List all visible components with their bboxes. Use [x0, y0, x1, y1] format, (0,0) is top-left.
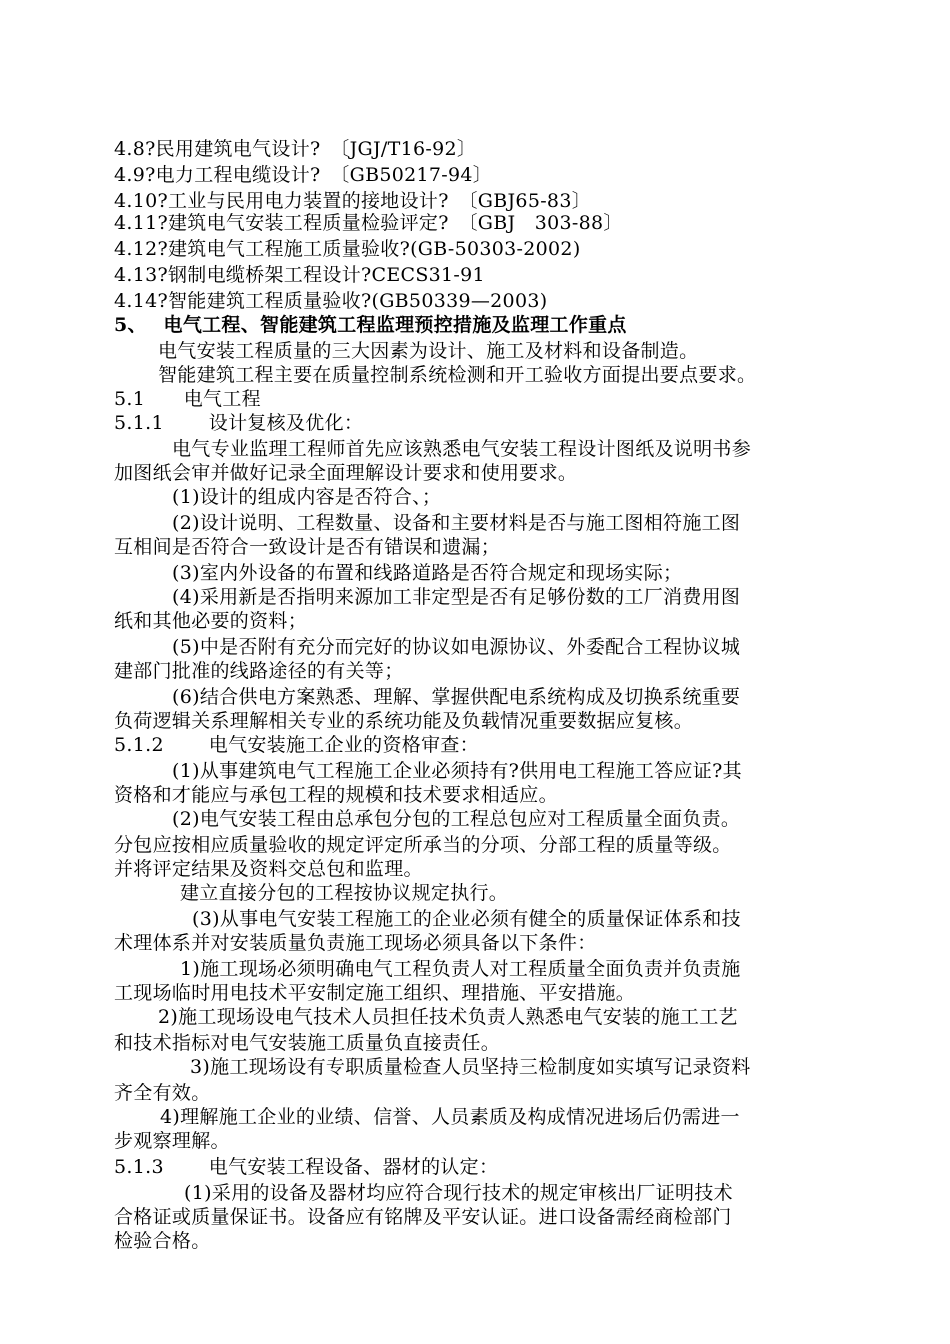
section-5-1-1-heading: 5.1.1 设计复核及优化：: [114, 412, 364, 434]
item-2-line2: 互相间是否符合一致设计是否有错误和遗漏；: [114, 536, 501, 558]
paragraph-5-1-1-line1: 电气专业监理工程师首先应该熟悉电气安装工程设计图纸及说明书参: [172, 438, 752, 460]
condition-1-line2: 工现场临时用电技术平安制定施工组织、理措施、平安措施。: [114, 982, 636, 1004]
paragraph-5-1-1-line2: 加图纸会审并做好记录全面理解设计要求和使用要求。: [114, 462, 578, 484]
item-4-line1: (4)采用新是否指明来源加工非定型是否有足够份数的工厂消费用图: [172, 586, 741, 608]
qualification-1-line1: (1)从事建筑电气工程施工企业必须持有?供用电工程施工答应证?其: [172, 760, 742, 782]
reference-4-12: 4.12?建筑电气工程施工质量验收?(GB-50303-2002): [114, 238, 581, 260]
item-2-line1: (2)设计说明、工程数量、设备和主要材料是否与施工图相符施工图: [172, 512, 741, 534]
reference-4-11: 4.11?建筑电气安装工程质量检验评定? 〔GBJ 303-88〕: [114, 212, 623, 234]
condition-2-line1: 2)施工现场设电气技术人员担任技术负责人熟悉电气安装的施工工艺: [158, 1006, 738, 1028]
section-5-1-2-heading: 5.1.2 电气安装施工企业的资格审查：: [114, 734, 479, 756]
reference-4-14: 4.14?智能建筑工程质量验收?(GB50339—2003): [114, 290, 548, 312]
condition-3-line2: 齐全有效。: [114, 1082, 211, 1104]
condition-3-line1: 3)施工现场设有专职质量检查人员坚持三检制度如实填写记录资料: [190, 1056, 751, 1078]
reference-4-13: 4.13?钢制电缆桥架工程设计?CECS31-91: [114, 264, 485, 286]
equipment-1-line2: 合格证或质量保证书。设备应有铭牌及平安认证。进口设备需经商检部门: [114, 1206, 732, 1228]
intro-paragraph-2: 智能建筑工程主要在质量控制系统检测和开工验收方面提出要点要求。: [158, 364, 757, 386]
qualification-1-line2: 资格和才能应与承包工程的规模和技术要求相适应。: [114, 784, 558, 806]
item-6-line1: (6)结合供电方案熟悉、理解、掌握供配电系统构成及切换系统重要: [172, 686, 741, 708]
reference-4-8: 4.8?民用建筑电气设计? 〔JGJ/T16-92〕: [114, 138, 477, 160]
equipment-1-line3: 检验合格。: [114, 1230, 211, 1252]
item-3: (3)室内外设备的布置和线路道路是否符合规定和现场实际；: [172, 562, 683, 584]
condition-1-line1: 1)施工现场必须明确电气工程负责人对工程质量全面负责并负责施: [180, 958, 741, 980]
qualification-2-line1: (2)电气安装工程由总承包分包的工程总包应对工程质量全面负责。: [172, 808, 741, 830]
condition-4-line2: 步观察理解。: [114, 1130, 230, 1152]
qualification-2-line4: 建立直接分包的工程按协议规定执行。: [180, 882, 509, 904]
condition-2-line2: 和技术指标对电气安装施工质量负直接责任。: [114, 1032, 501, 1054]
item-5-line2: 建部门批准的线路途径的有关等；: [114, 660, 404, 682]
item-6-line2: 负荷逻辑关系理解相关专业的系统功能及负载情况重要数据应复核。: [114, 710, 694, 732]
section-5-heading: 5、 电气工程、智能建筑工程监理预控措施及监理工作重点: [114, 314, 627, 336]
qualification-3-line2: 术理体系并对安装质量负责施工现场必须具备以下条件：: [114, 932, 597, 954]
qualification-2-line2: 分包应按相应质量验收的规定评定所承当的分项、分部工程的质量等级。: [114, 834, 732, 856]
equipment-1-line1: (1)采用的设备及器材均应符合现行技术的规定审核出厂证明技术: [184, 1182, 733, 1204]
reference-4-9: 4.9?电力工程电缆设计? 〔GB50217-94〕: [114, 164, 493, 186]
reference-4-10: 4.10?工业与民用电力装置的接地设计? 〔GBJ65-83〕: [114, 190, 592, 212]
section-5-1-3-heading: 5.1.3 电气安装工程设备、器材的认定：: [114, 1156, 499, 1178]
intro-paragraph-1: 电气安装工程质量的三大因素为设计、施工及材料和设备制造。: [158, 340, 699, 362]
item-5-line1: (5)中是否附有充分而完好的协议如电源协议、外委配合工程协议城: [172, 636, 741, 658]
qualification-3-line1: (3)从事电气安装工程施工的企业必须有健全的质量保证体系和技: [192, 908, 741, 930]
condition-4-line1: 4)理解施工企业的业绩、信誉、人员素质及构成情况进场后仍需进一: [160, 1106, 740, 1128]
item-4-line2: 纸和其他必要的资料；: [114, 610, 308, 632]
qualification-2-line3: 并将评定结果及资料交总包和监理。: [114, 858, 423, 880]
section-5-1-heading: 5.1 电气工程: [114, 388, 261, 410]
item-1: (1)设计的组成内容是否符合、；: [172, 486, 442, 508]
